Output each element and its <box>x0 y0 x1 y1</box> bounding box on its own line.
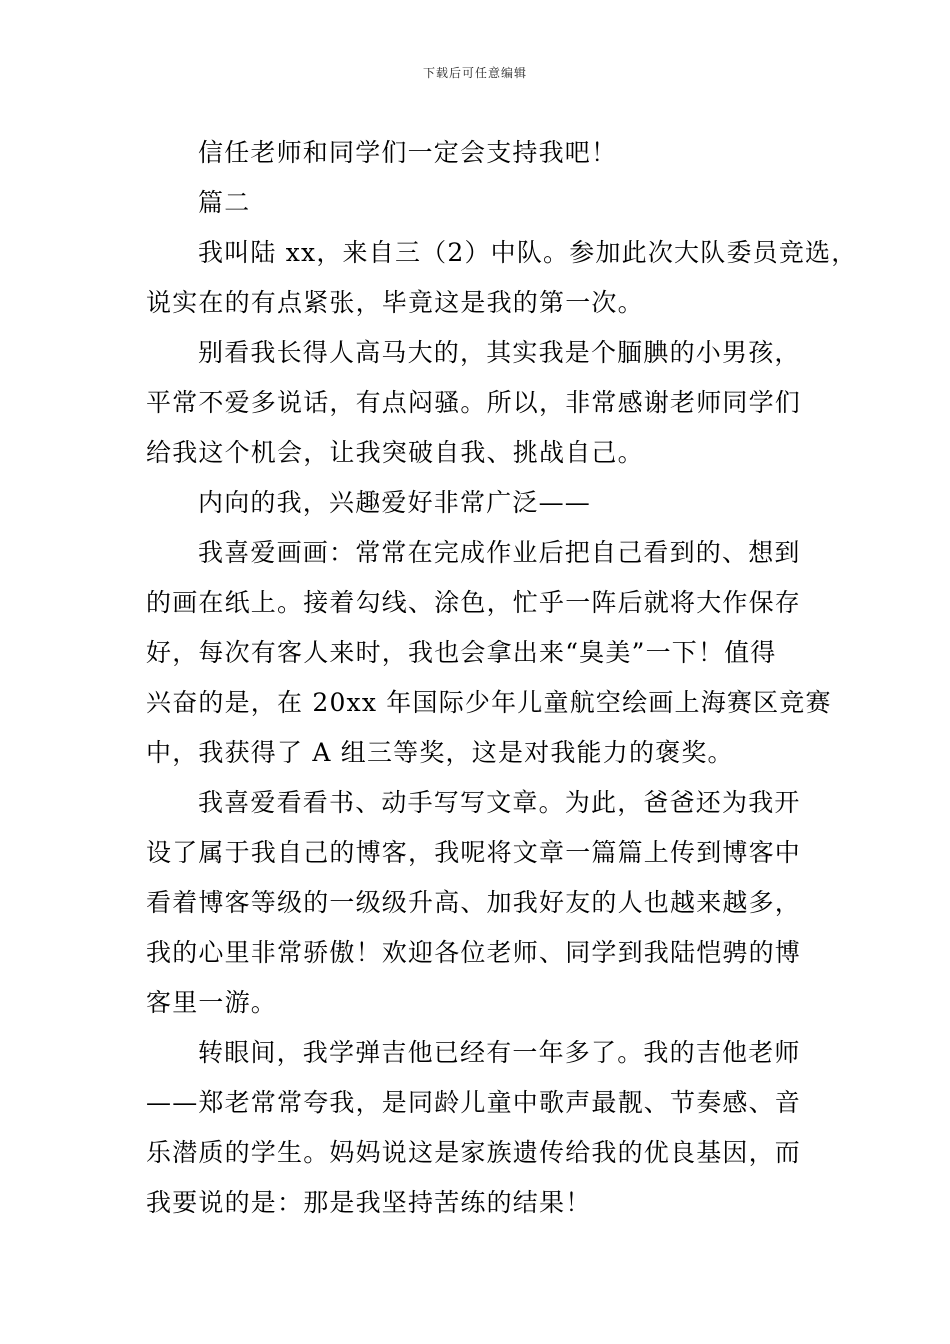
text-line: 信任老师和同学们一定会支持我吧！ <box>198 138 618 167</box>
text-line: 我喜爱画画：常常在完成作业后把自己看到的、想到 <box>198 538 801 567</box>
text-line: 好，每次有客人来时，我也会拿出来“臭美”一下！值得 <box>146 638 777 667</box>
text-line: 我要说的是：那是我坚持苦练的结果！ <box>146 1188 592 1217</box>
text-line: 客里一游。 <box>146 988 278 1017</box>
text-line: 我喜爱看看书、动手写写文章。为此，爸爸还为我开 <box>198 788 801 817</box>
section-heading: 篇二 <box>198 188 251 217</box>
text-line: 别看我长得人高马大的，其实我是个腼腆的小男孩， <box>198 338 801 367</box>
text-line: 中，我获得了 A 组三等奖，这是对我能力的褒奖。 <box>146 738 734 767</box>
text-line: 看着博客等级的一级级升高、加我好友的人也越来越多， <box>146 888 802 917</box>
text-line: ——郑老常常夸我，是同龄儿童中歌声最靓、节奏感、音 <box>146 1088 802 1117</box>
text-line: 内向的我，兴趣爱好非常广泛—— <box>198 488 592 517</box>
text-line: 给我这个机会，让我突破自我、挑战自己。 <box>146 438 644 467</box>
text-line: 转眼间，我学弹吉他已经有一年多了。我的吉他老师 <box>198 1038 801 1067</box>
text-line: 的画在纸上。接着勾线、涂色，忙乎一阵后就将大作保存 <box>146 588 802 617</box>
page-header: 下载后可任意编辑 <box>422 66 527 80</box>
text-line: 说实在的有点紧张，毕竟这是我的第一次。 <box>146 288 644 317</box>
text-line: 平常不爱多说话，有点闷骚。所以，非常感谢老师同学们 <box>146 388 802 417</box>
text-line: 乐潜质的学生。妈妈说这是家族遗传给我的优良基因，而 <box>146 1138 802 1167</box>
text-line: 我的心里非常骄傲！欢迎各位老师、同学到我陆恺骋的博 <box>146 938 802 967</box>
text-line: 兴奋的是，在 20xx 年国际少年儿童航空绘画上海赛区竞赛 <box>146 688 832 717</box>
text-line: 我叫陆 xx，来自三（2）中队。参加此次大队委员竞选， <box>198 238 858 267</box>
document-body <box>146 128 858 1228</box>
text-line: 设了属于我自己的博客，我呢将文章一篇篇上传到博客中 <box>146 838 802 867</box>
